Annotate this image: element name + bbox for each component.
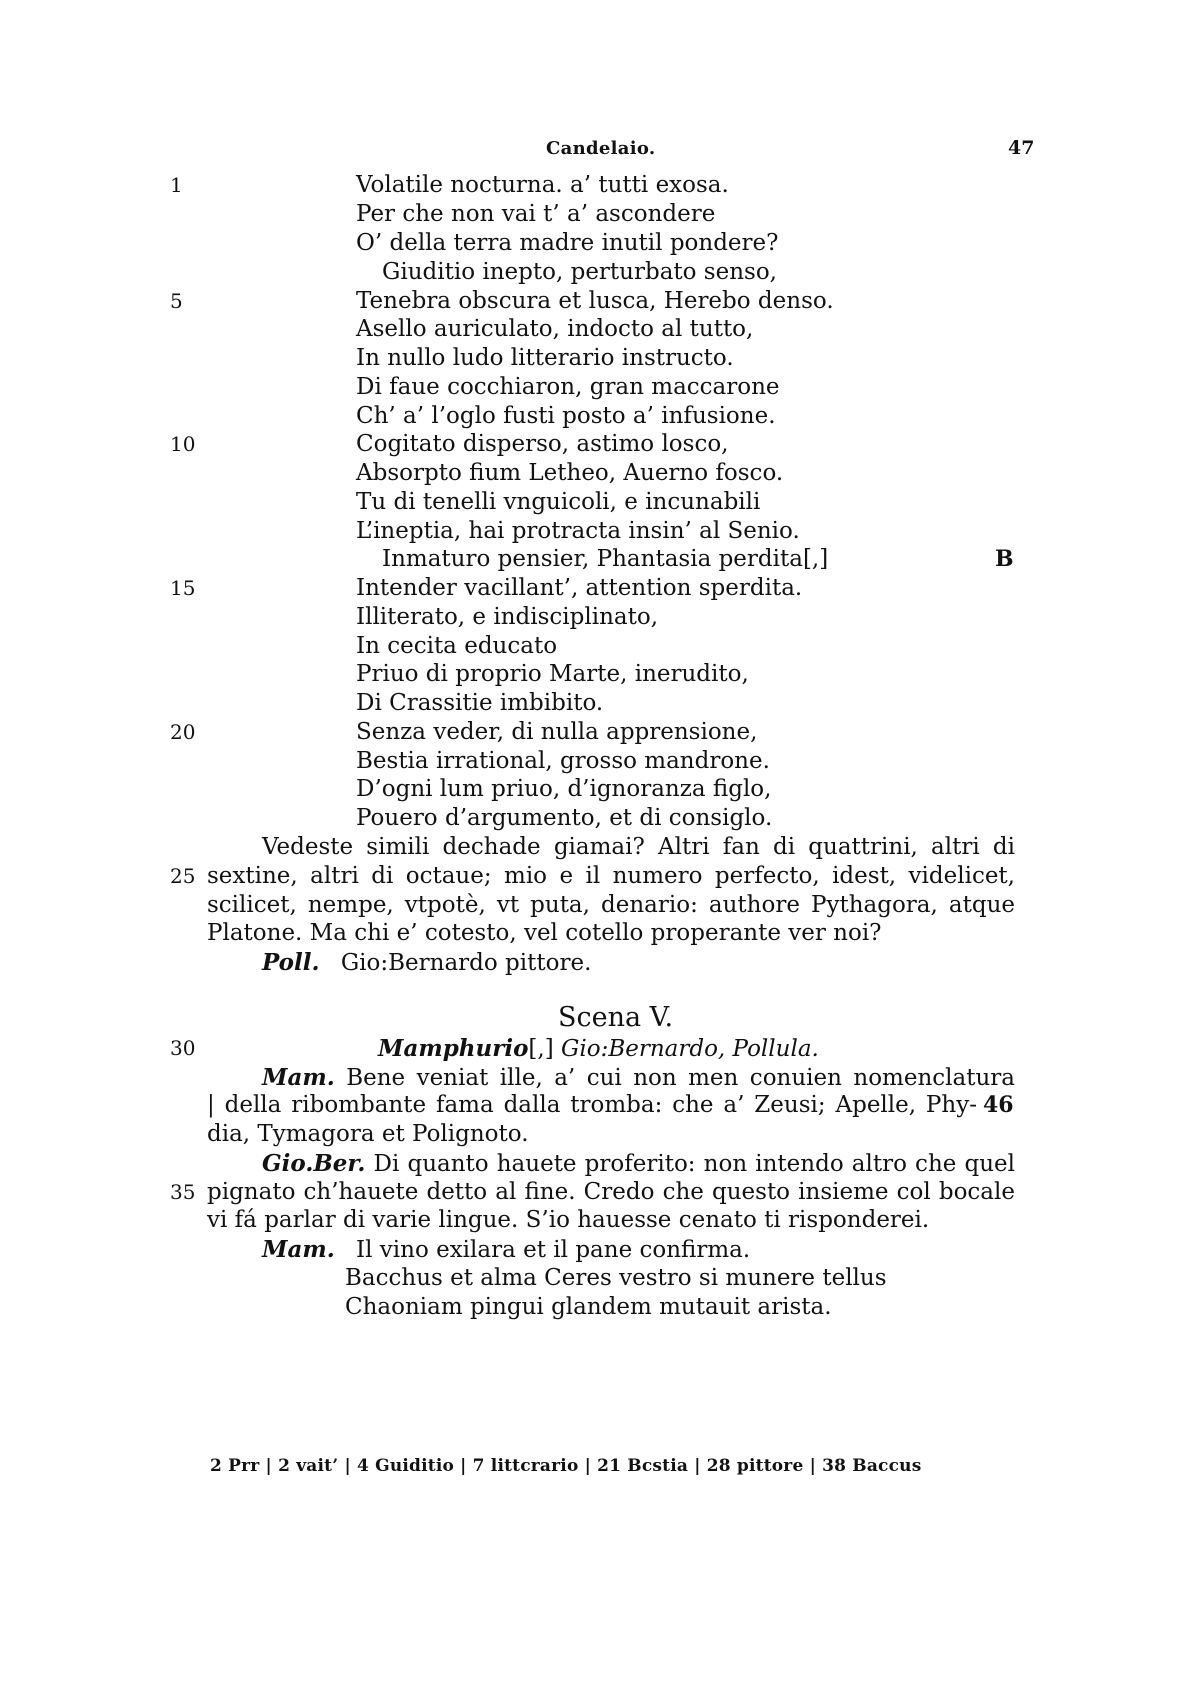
verse-line: O’ della terra madre inutil pondere? — [356, 230, 779, 256]
verse-line: Di faue cocchiaron, gran maccarone — [356, 374, 780, 400]
speech-line — [262, 948, 591, 978]
speech-text: Gio:Bernardo pittore. — [340, 950, 592, 976]
verse-line: Pouero d’argumento, et di consiglo. — [356, 805, 773, 831]
verse-line: In cecita educato — [356, 633, 558, 659]
line-number: 10 — [170, 432, 196, 456]
running-header-title: Candelaio. — [546, 138, 656, 159]
prose-line: | della ribombante fama dalla tromba: che a’ Zeusi; Apelle, Phy- — [207, 1092, 977, 1118]
verse-line: Cogitato disperso, astimo losco, — [356, 431, 729, 457]
verse-line: Senza veder, di nulla apprensione, — [356, 719, 758, 745]
verse-line: Di Crassitie imbibito. — [356, 690, 604, 716]
verse-line: D’ogni lum priuo, d’ignoranza figlo, — [356, 776, 772, 802]
verse-line: Ch’ a’ l’oglo fusti posto a’ infusione. — [356, 403, 776, 429]
verse-line: Bestia irrational, grosso mandrone. — [356, 748, 770, 774]
verse-line: Asello auriculato, indocto al tutto, — [356, 316, 754, 342]
line-number: 1 — [170, 173, 183, 197]
verse-line: Per che non vai t’ a’ ascondere — [356, 201, 716, 227]
prose-line: Vedeste simili dechade giamai? Altri fan di quattrini, altri di — [262, 834, 1015, 860]
margin-note-b: B — [995, 546, 1014, 572]
line-number: 20 — [170, 720, 196, 744]
prose-line: dia, Tymagora et Polignoto. — [207, 1121, 529, 1147]
speaker-name: Mam. — [262, 1236, 335, 1263]
textual-apparatus-footnote: 2 Prr | 2 vait’ | 4 Guiditio | 7 littcrario | 21 Bcstia | 28 pittore | 38 Baccus — [210, 1456, 922, 1476]
scene-persons — [378, 1034, 819, 1064]
speech-text: Di quanto hauete proferito: non intendo altro che quel — [373, 1151, 1015, 1177]
speech-line — [262, 1235, 750, 1265]
scene-heading: Scena V. — [558, 1002, 674, 1033]
verse-line: Inmaturo pensier, Phantasia perdita[,] — [382, 546, 829, 572]
line-number: 25 — [170, 864, 196, 888]
speaker-name: Poll. — [262, 949, 320, 976]
line-number: 30 — [170, 1036, 196, 1060]
line-number: 5 — [170, 289, 183, 313]
verse-line: Intender vacillant’, attention sperdita. — [356, 575, 803, 601]
speech-text: Bene veniat ille, a’ cui non men conuien nomenclatura — [346, 1065, 1016, 1091]
verse-line: Volatile nocturna. a’ tutti exosa. — [356, 172, 729, 198]
verse-line: Absorpto fium Letheo, Auerno fosco. — [356, 460, 784, 486]
speech-text: Il vino exilara et il pane confirma. — [356, 1237, 751, 1263]
prose-line: vi fá parlar di varie lingue. S’io hauesse cenato ti risponderei. — [207, 1207, 930, 1233]
speech-line — [262, 1149, 1015, 1179]
line-number: 35 — [170, 1180, 196, 1204]
bracket-comma: [,] — [528, 1036, 561, 1062]
verse-line: Priuo di proprio Marte, inerudito, — [356, 661, 749, 687]
verse-line: Illiterato, e indisciplinato, — [356, 604, 658, 630]
verse-line: In nullo ludo litterario instructo. — [356, 345, 734, 371]
person-name: Mamphurio — [378, 1035, 529, 1062]
verse-line: Giuditio inepto, perturbato senso, — [382, 259, 777, 285]
verse-line: L’ineptia, hai protracta insin’ al Senio. — [356, 518, 800, 544]
verse-line: Tu di tenelli vnguicoli, e incunabili — [356, 489, 761, 515]
line-number: 15 — [170, 576, 196, 600]
speaker-name: Gio.Ber. — [262, 1150, 366, 1177]
prose-line: scilicet, nempe, vtpotè, vt puta, denario: authore Pythagora, atque — [207, 892, 1015, 918]
margin-note-46: 46 — [983, 1092, 1014, 1118]
latin-verse-line: Chaoniam pingui glandem mutauit arista. — [345, 1294, 832, 1320]
verse-line: Tenebra obscura et lusca, Herebo denso. — [356, 288, 834, 314]
page-number: 47 — [1008, 137, 1035, 159]
prose-line: Platone. Ma chi e’ cotesto, vel cotello properante ver noi? — [207, 920, 882, 946]
prose-line: pignato ch’hauete detto al fine. Credo che questo insieme col bocale — [207, 1179, 1015, 1205]
speech-line — [262, 1063, 1015, 1093]
prose-line: sextine, altri di octaue; mio e il numero perfecto, idest, videlicet, — [207, 863, 1015, 889]
latin-verse-line: Bacchus et alma Ceres vestro si munere tellus — [345, 1265, 887, 1291]
person-names: Gio:Bernardo, Pollula. — [561, 1036, 819, 1062]
speaker-name: Mam. — [262, 1064, 335, 1091]
